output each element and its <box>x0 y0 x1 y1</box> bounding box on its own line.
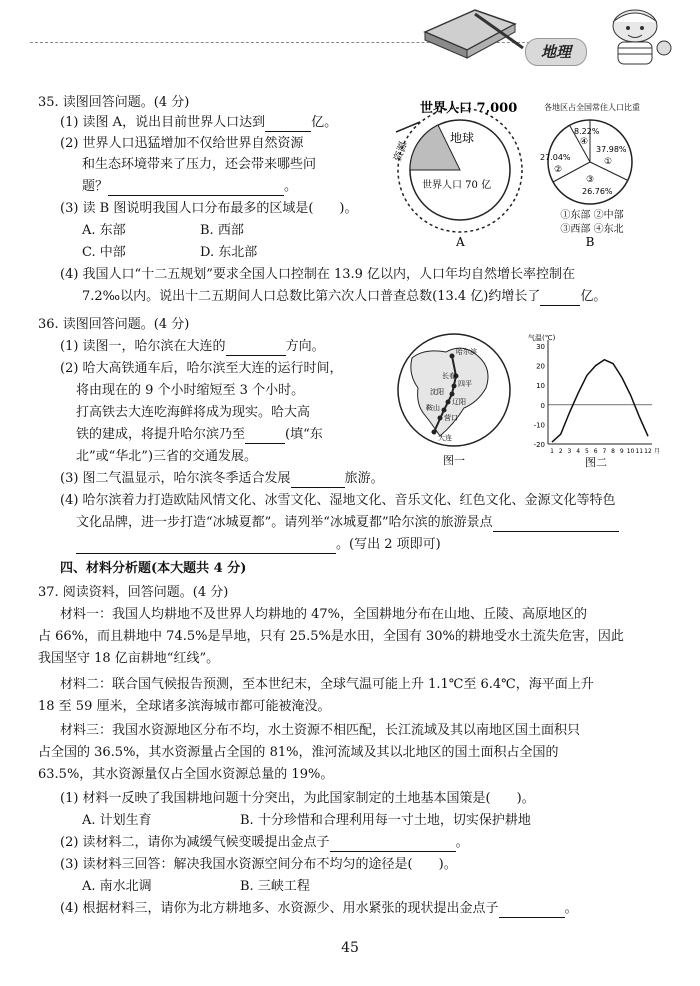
figure-a <box>392 92 532 252</box>
city-label: 辽阳 <box>452 398 466 406</box>
q36-title: 36. 读图回答问题。(4 分) <box>38 317 190 332</box>
city-dot <box>446 400 451 405</box>
q35-part4a: (4) 我国人口“十二五规划”要求全国人口控制在 13.9 亿以内，人口年均自然增长率控制在 <box>60 267 576 282</box>
q35-optD[interactable]: D. 东北部 <box>200 245 258 260</box>
city-dot <box>452 384 457 389</box>
city-dot <box>442 408 447 413</box>
q35-optB[interactable]: B. 西部 <box>200 223 244 238</box>
y-tick-label: 0 <box>540 401 545 410</box>
x-tick-label: 12 <box>644 448 652 455</box>
pie-legend-1: ①东部 ②中部 <box>560 210 624 221</box>
y-tick-label: 10 <box>536 382 545 391</box>
q37-part1: (1) 材料一反映了我国耕地问题十分突出，为此国家制定的土地基本国策是( )。 <box>60 791 535 806</box>
q35-optC[interactable]: C. 中部 <box>82 245 126 260</box>
pie-title: 各地区占全国常住人口比重 <box>544 103 640 112</box>
slice-num-2: ② <box>554 165 563 175</box>
q35-part2c: 题？ 。 <box>82 179 298 194</box>
subject-badge: 地理 <box>525 38 587 66</box>
q36-blank3[interactable] <box>291 473 345 488</box>
x-unit-label: 月 <box>654 448 661 455</box>
q37-p1-optB[interactable]: B. 十分珍惜和合理利用每一寸土地，切实保护耕地 <box>240 813 531 828</box>
temperature-line <box>552 360 648 442</box>
slice-label-2: 27.04% <box>540 153 571 162</box>
ring-text: 世界人口 7,000 <box>420 101 518 116</box>
figure-a-caption: A <box>456 235 465 249</box>
population-label: 世界人口 70 亿 <box>422 180 492 191</box>
x-tick-label: 7 <box>602 448 607 455</box>
city-dot <box>438 416 443 421</box>
figure-1-caption: 图一 <box>443 454 465 467</box>
slice-num-3: ③ <box>586 175 595 185</box>
q35-blank2[interactable] <box>108 181 284 196</box>
q36-part2b: 将由现在的 9 个小时缩短至 3 个小时。 <box>76 383 305 398</box>
q36-part4a: (4) 哈尔滨着力打造欧陆风情文化、冰雪文化、湿地文化、音乐文化、红色文化、金源文化等特色 <box>60 493 616 508</box>
q37-m3b: 占全国的 36.5%，其水资源量占全国的 81%，淮河流域及其以北地区的国土面积占全国的 <box>38 745 559 760</box>
x-tick-label: 4 <box>576 448 581 455</box>
q35-optA[interactable]: A. 东部 <box>82 223 126 238</box>
q37-p1-optA[interactable]: A. 计划生育 <box>82 813 152 828</box>
slice-label-3: 26.76% <box>582 187 613 196</box>
q37-m1b: 占 66%，而且耕地中 74.5%是旱地，只有 25.5%是水田，全国有 30%的耕地受水土流失危害，因此 <box>38 629 624 644</box>
city-dot <box>432 430 437 435</box>
q36-blank4b[interactable] <box>76 539 336 554</box>
q35-title: 35. 读图回答问题。(4 分) <box>38 95 190 110</box>
city-label: 四平 <box>458 380 472 388</box>
q36-part3: (3) 图二气温显示，哈尔滨冬季适合发展 旅游。 <box>60 471 384 486</box>
book-pencil-icon <box>415 2 525 62</box>
figure-b <box>532 98 652 248</box>
q35-blank4[interactable] <box>540 291 580 306</box>
q36-part2f: 北”或“华北”)三省的交通发展。 <box>76 449 258 464</box>
resource-label: 资源 <box>392 140 410 164</box>
q37-p3-optA[interactable]: A. 南水北调 <box>82 879 152 894</box>
pie-legend-2: ③西部 ④东北 <box>560 224 624 235</box>
q35-part4b: 7.2‰以内。说出十二五期间人口总数比第六次人口普查总数(13.4 亿)约增长了 亿。 <box>82 289 607 304</box>
q35-part2b: 和生态环境带来了压力，还会带来哪些问 <box>82 157 317 172</box>
x-tick-label: 3 <box>567 448 572 455</box>
city-dot <box>450 392 455 397</box>
city-label: 沈阳 <box>430 388 444 396</box>
q37-blank4[interactable] <box>499 903 565 918</box>
q36-part2c: 打高铁去大连吃海鲜将成为现实。哈大高 <box>76 405 311 420</box>
x-tick-label: 1 <box>550 448 554 455</box>
q37-m1c: 我国坚守 18 亿亩耕地“红线”。 <box>38 651 220 666</box>
y-axis-label: 气温(℃) <box>528 334 556 342</box>
q37-m2b: 18 至 59 厘米，全球诸多滨海城市都可能被淹没。 <box>38 699 331 714</box>
q35-part1: (1) 读图 A，说出目前世界人口达到 亿。 <box>60 115 338 130</box>
figure-2-chart <box>526 330 666 470</box>
slice-label-1: 37.98% <box>596 145 627 154</box>
figure-1-map <box>394 328 522 468</box>
q36-part4b: 文化品牌，进一步打造“冰城夏都”。请列举“冰城夏都”哈尔滨的旅游景点 <box>76 514 619 532</box>
y-tick-label: -20 <box>533 441 545 449</box>
x-tick-label: 2 <box>558 448 563 455</box>
q36-blank4a[interactable] <box>493 517 619 532</box>
q37-title: 37. 阅读资料，回答问题。(4 分) <box>38 585 229 600</box>
figure-b-caption: B <box>585 235 595 248</box>
x-tick-label: 11 <box>635 448 644 455</box>
city-label: 长春 <box>442 372 456 380</box>
pointer-line <box>396 122 420 132</box>
slice-label-4: 8.22% <box>574 127 600 136</box>
q36-part2a: (2) 哈大高铁通车后，哈尔滨至大连的运行时间， <box>60 361 343 376</box>
q36-part2d: 铁的建成，将提升哈尔滨乃至 (填“东 <box>76 427 323 442</box>
page-number: 45 <box>341 940 359 956</box>
q37-part4: (4) 根据材料三，请你为北方耕地多、水资源少、用水紧张的现状提出金点子 。 <box>60 901 578 916</box>
x-tick-label: 10 <box>626 448 635 455</box>
slice-num-1: ① <box>604 157 613 167</box>
slice-num-4: ④ <box>580 137 589 147</box>
city-label: 鞍山 <box>426 404 440 412</box>
q36-blank1[interactable] <box>226 341 286 356</box>
x-tick-label: 6 <box>593 448 598 455</box>
q36-part1: (1) 读图一，哈尔滨在大连的 方向。 <box>60 339 325 354</box>
q37-m2a: 材料二：联合国气候报告预测，至本世纪末，全球气温可能上升 1.1℃至 6.4℃，海平面上升 <box>60 677 594 692</box>
mascot-icon <box>590 4 680 68</box>
city-label: 营口 <box>444 414 458 422</box>
earth-label: 地球 <box>450 131 475 145</box>
q36-blank2[interactable] <box>245 429 285 444</box>
city-dot <box>450 354 455 359</box>
q35-blank1[interactable] <box>265 117 311 132</box>
figure-2-caption: 图二 <box>585 456 607 469</box>
city-label: 哈尔滨 <box>456 348 477 356</box>
x-tick-label: 5 <box>584 448 589 455</box>
q35-part3: (3) 读 B 图说明我国人口分布最多的区域是( )。 <box>60 201 358 216</box>
x-tick-label: 9 <box>619 448 624 455</box>
q37-m1a: 材料一：我国人均耕地不及世界人均耕地的 47%，全国耕地分布在山地、丘陵、高原地区的 <box>60 607 588 622</box>
q37-blank2[interactable] <box>330 837 456 852</box>
y-tick-label: -10 <box>533 421 545 430</box>
q35-part2a: (2) 世界人口迅猛增加不仅给世界自然资源 <box>60 136 304 151</box>
q37-m3c: 63.5%，其水资源量仅占全国水资源总量的 19%。 <box>38 767 334 782</box>
q37-part2: (2) 读材料二，请你为减缓气候变暖提出金点子 。 <box>60 835 469 850</box>
q37-m3a: 材料三：我国水资源地区分布不均，水土资源不相匹配，长江流域及其以南地区国土面积只 <box>60 723 581 738</box>
section4-title: 四、材料分析题(本大题共 4 分) <box>60 561 247 576</box>
x-tick-label: 8 <box>611 448 616 455</box>
q37-part3: (3) 读材料三回答：解决我国水资源空间分布不均匀的途径是( )。 <box>60 857 457 872</box>
y-tick-label: 30 <box>536 343 545 351</box>
y-tick-label: 20 <box>536 362 545 371</box>
city-label: 大连 <box>438 434 452 442</box>
q37-p3-optB[interactable]: B. 三峡工程 <box>240 879 310 894</box>
q36-part4c: 。(写出 2 项即可) <box>76 536 441 554</box>
